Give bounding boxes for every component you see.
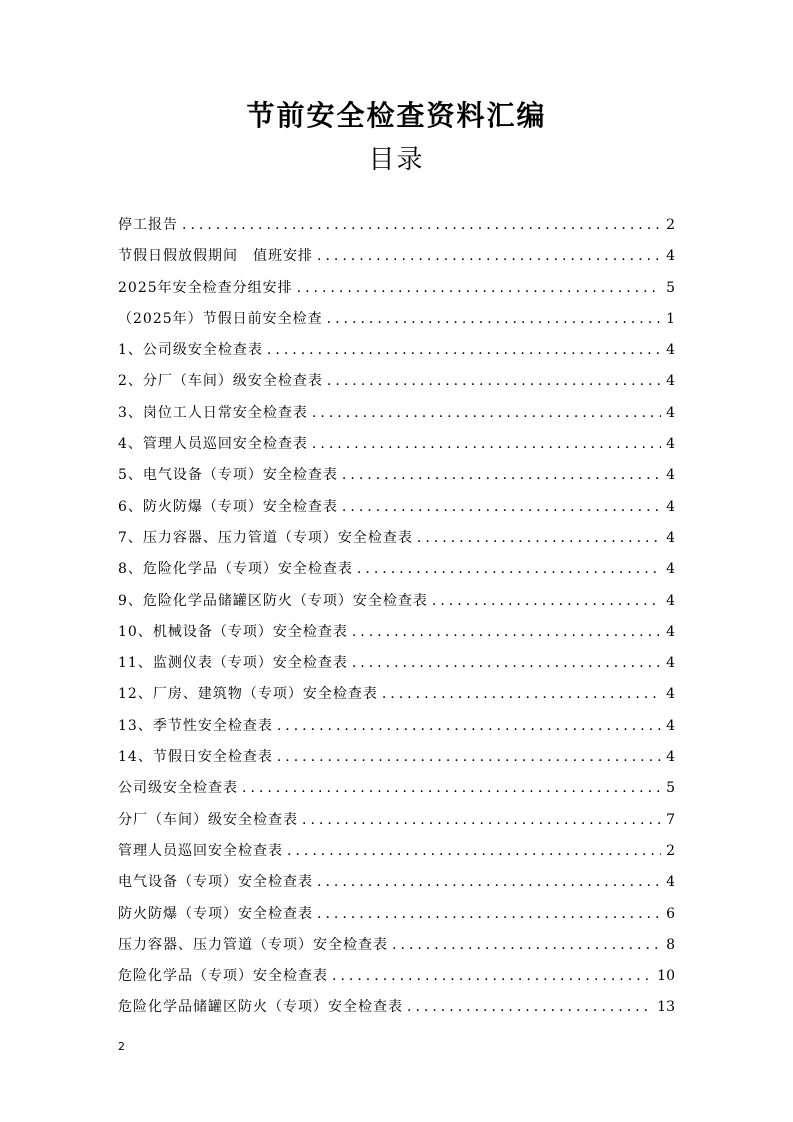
toc-leader-dots bbox=[242, 773, 661, 804]
toc-entry-label: 分厂（车间）级安全检查表 bbox=[118, 811, 298, 828]
toc-entry-page: 13 bbox=[657, 999, 675, 1016]
toc-entry-page: 4 bbox=[666, 717, 675, 734]
toc-entry-page: 4 bbox=[666, 592, 675, 609]
toc-entry[interactable] bbox=[118, 586, 675, 617]
toc-entry[interactable] bbox=[118, 492, 675, 523]
toc-entry[interactable] bbox=[118, 836, 675, 867]
toc-entry-page: 4 bbox=[666, 874, 675, 891]
toc-leader-dots bbox=[407, 992, 653, 1023]
toc-entry-page: 4 bbox=[666, 623, 675, 640]
toc-leader-dots bbox=[352, 617, 661, 648]
toc-leader-dots bbox=[182, 210, 661, 241]
toc-leader-dots bbox=[392, 930, 661, 961]
toc-entry-label: 5、电气设备（专项）安全检查表 bbox=[118, 467, 338, 484]
toc-entry-label: 管理人员巡回安全检查表 bbox=[118, 842, 283, 859]
toc-entry-page: 4 bbox=[666, 342, 675, 359]
toc-entry-page: 2 bbox=[666, 217, 675, 233]
toc-entry-label: 1、公司级安全检查表 bbox=[118, 342, 263, 359]
toc-leader-dots bbox=[317, 867, 661, 898]
toc-entry-page: 7 bbox=[666, 811, 675, 828]
toc-entry-label: 节假日假放假期间 值班安排 bbox=[118, 248, 313, 265]
toc-entry[interactable] bbox=[118, 523, 675, 554]
toc-entry-page: 4 bbox=[666, 686, 675, 703]
toc-leader-dots bbox=[342, 492, 661, 523]
toc-leader-dots bbox=[417, 523, 661, 554]
toc-leader-dots bbox=[432, 586, 661, 617]
toc-entry[interactable] bbox=[118, 304, 675, 335]
toc-leader-dots bbox=[277, 742, 661, 773]
toc-entry-page: 4 bbox=[666, 529, 675, 546]
toc-entry-page: 10 bbox=[657, 968, 675, 985]
toc-entry[interactable] bbox=[118, 460, 675, 491]
toc-entry[interactable] bbox=[118, 867, 675, 898]
toc-leader-dots bbox=[382, 679, 661, 710]
toc-heading: 目录 bbox=[368, 145, 425, 175]
toc-leader-dots bbox=[312, 398, 661, 429]
toc-entry-page: 4 bbox=[666, 373, 675, 390]
document-title: 节前安全检查资料汇编 bbox=[246, 99, 547, 132]
toc-entry-page: 8 bbox=[666, 936, 675, 953]
toc-entry[interactable] bbox=[118, 773, 675, 804]
toc-entry-label: 危险化学品（专项）安全检查表 bbox=[118, 968, 328, 985]
toc-entry-page: 2 bbox=[666, 842, 675, 859]
toc-entry-label: 10、机械设备（专项）安全检查表 bbox=[118, 623, 348, 640]
toc-entry-page: 4 bbox=[666, 655, 675, 672]
toc-entry-label: 停工报告 bbox=[118, 217, 178, 233]
toc-leader-dots bbox=[277, 711, 661, 742]
toc-entry-label: （2025年）节假日前安全检查 bbox=[118, 310, 323, 327]
toc-entry-page: 4 bbox=[666, 498, 675, 515]
toc-entry-label: 4、管理人员巡回安全检查表 bbox=[118, 436, 308, 453]
toc-entry[interactable] bbox=[118, 366, 675, 397]
toc-leader-dots bbox=[327, 366, 661, 397]
toc-entry[interactable] bbox=[118, 648, 675, 679]
toc-entry-label: 8、危险化学品（专项）安全检查表 bbox=[118, 561, 353, 578]
toc-entry-page: 4 bbox=[666, 561, 675, 578]
toc-entry-label: 7、压力容器、压力管道（专项）安全检查表 bbox=[118, 529, 413, 546]
toc-entry-label: 2、分厂（车间）级安全检查表 bbox=[118, 373, 323, 390]
toc-leader-dots bbox=[317, 899, 661, 930]
toc-entry-page: 4 bbox=[666, 749, 675, 766]
toc-entry[interactable] bbox=[118, 961, 675, 992]
toc-leader-dots bbox=[312, 429, 661, 460]
toc-entry-label: 3、岗位工人日常安全检查表 bbox=[118, 404, 308, 421]
toc-entry-label: 压力容器、压力管道（专项）安全检查表 bbox=[118, 936, 388, 953]
toc-entry-page: 4 bbox=[666, 436, 675, 453]
toc-entry-label: 公司级安全检查表 bbox=[118, 780, 238, 797]
toc-entry-page: 4 bbox=[666, 404, 675, 421]
toc-leader-dots bbox=[302, 805, 661, 836]
toc-entry-label: 电气设备（专项）安全检查表 bbox=[118, 874, 313, 891]
toc-entry[interactable] bbox=[118, 617, 675, 648]
toc-leader-dots bbox=[327, 304, 661, 335]
toc-entry[interactable] bbox=[118, 398, 675, 429]
toc-entry-label: 6、防火防爆（专项）安全检查表 bbox=[118, 498, 338, 515]
toc-leader-dots bbox=[332, 961, 653, 992]
table-of-contents bbox=[118, 210, 675, 1024]
toc-entry[interactable] bbox=[118, 554, 675, 585]
toc-entry-page: 4 bbox=[666, 248, 675, 265]
toc-entry-page: 4 bbox=[666, 467, 675, 484]
toc-leader-dots bbox=[287, 836, 661, 867]
toc-entry-label: 12、厂房、建筑物（专项）安全检查表 bbox=[118, 686, 378, 703]
toc-leader-dots bbox=[357, 554, 661, 585]
toc-entry-label: 防火防爆（专项）安全检查表 bbox=[118, 905, 313, 922]
toc-entry[interactable] bbox=[118, 679, 675, 710]
toc-entry-label: 2025年安全检查分组安排 bbox=[118, 279, 293, 296]
toc-entry[interactable] bbox=[118, 273, 675, 304]
toc-entry-page: 5 bbox=[666, 279, 675, 296]
toc-entry[interactable] bbox=[118, 992, 675, 1023]
toc-entry[interactable] bbox=[118, 930, 675, 961]
toc-entry[interactable] bbox=[118, 742, 675, 773]
toc-entry-label: 13、季节性安全检查表 bbox=[118, 717, 273, 734]
toc-leader-dots bbox=[317, 241, 661, 272]
toc-entry[interactable] bbox=[118, 899, 675, 930]
toc-entry[interactable] bbox=[118, 335, 675, 366]
toc-entry-label: 11、监测仪表（专项）安全检查表 bbox=[118, 655, 348, 672]
toc-leader-dots bbox=[267, 335, 661, 366]
toc-entry-label: 14、节假日安全检查表 bbox=[118, 749, 273, 766]
toc-entry-label: 9、危险化学品储罐区防火（专项）安全检查表 bbox=[118, 592, 428, 609]
toc-entry-page: 5 bbox=[666, 780, 675, 797]
toc-entry[interactable] bbox=[118, 210, 675, 241]
toc-leader-dots bbox=[297, 273, 661, 304]
toc-entry-label: 危险化学品储罐区防火（专项）安全检查表 bbox=[118, 999, 403, 1016]
toc-entry-page: 1 bbox=[666, 310, 675, 327]
toc-leader-dots bbox=[352, 648, 661, 679]
toc-entry-page: 6 bbox=[666, 905, 675, 922]
toc-leader-dots bbox=[342, 460, 661, 491]
toc-entry[interactable] bbox=[118, 805, 675, 836]
toc-entry[interactable] bbox=[118, 429, 675, 460]
toc-entry[interactable] bbox=[118, 241, 675, 272]
page-number: 2 bbox=[118, 1040, 125, 1053]
toc-entry[interactable] bbox=[118, 711, 675, 742]
